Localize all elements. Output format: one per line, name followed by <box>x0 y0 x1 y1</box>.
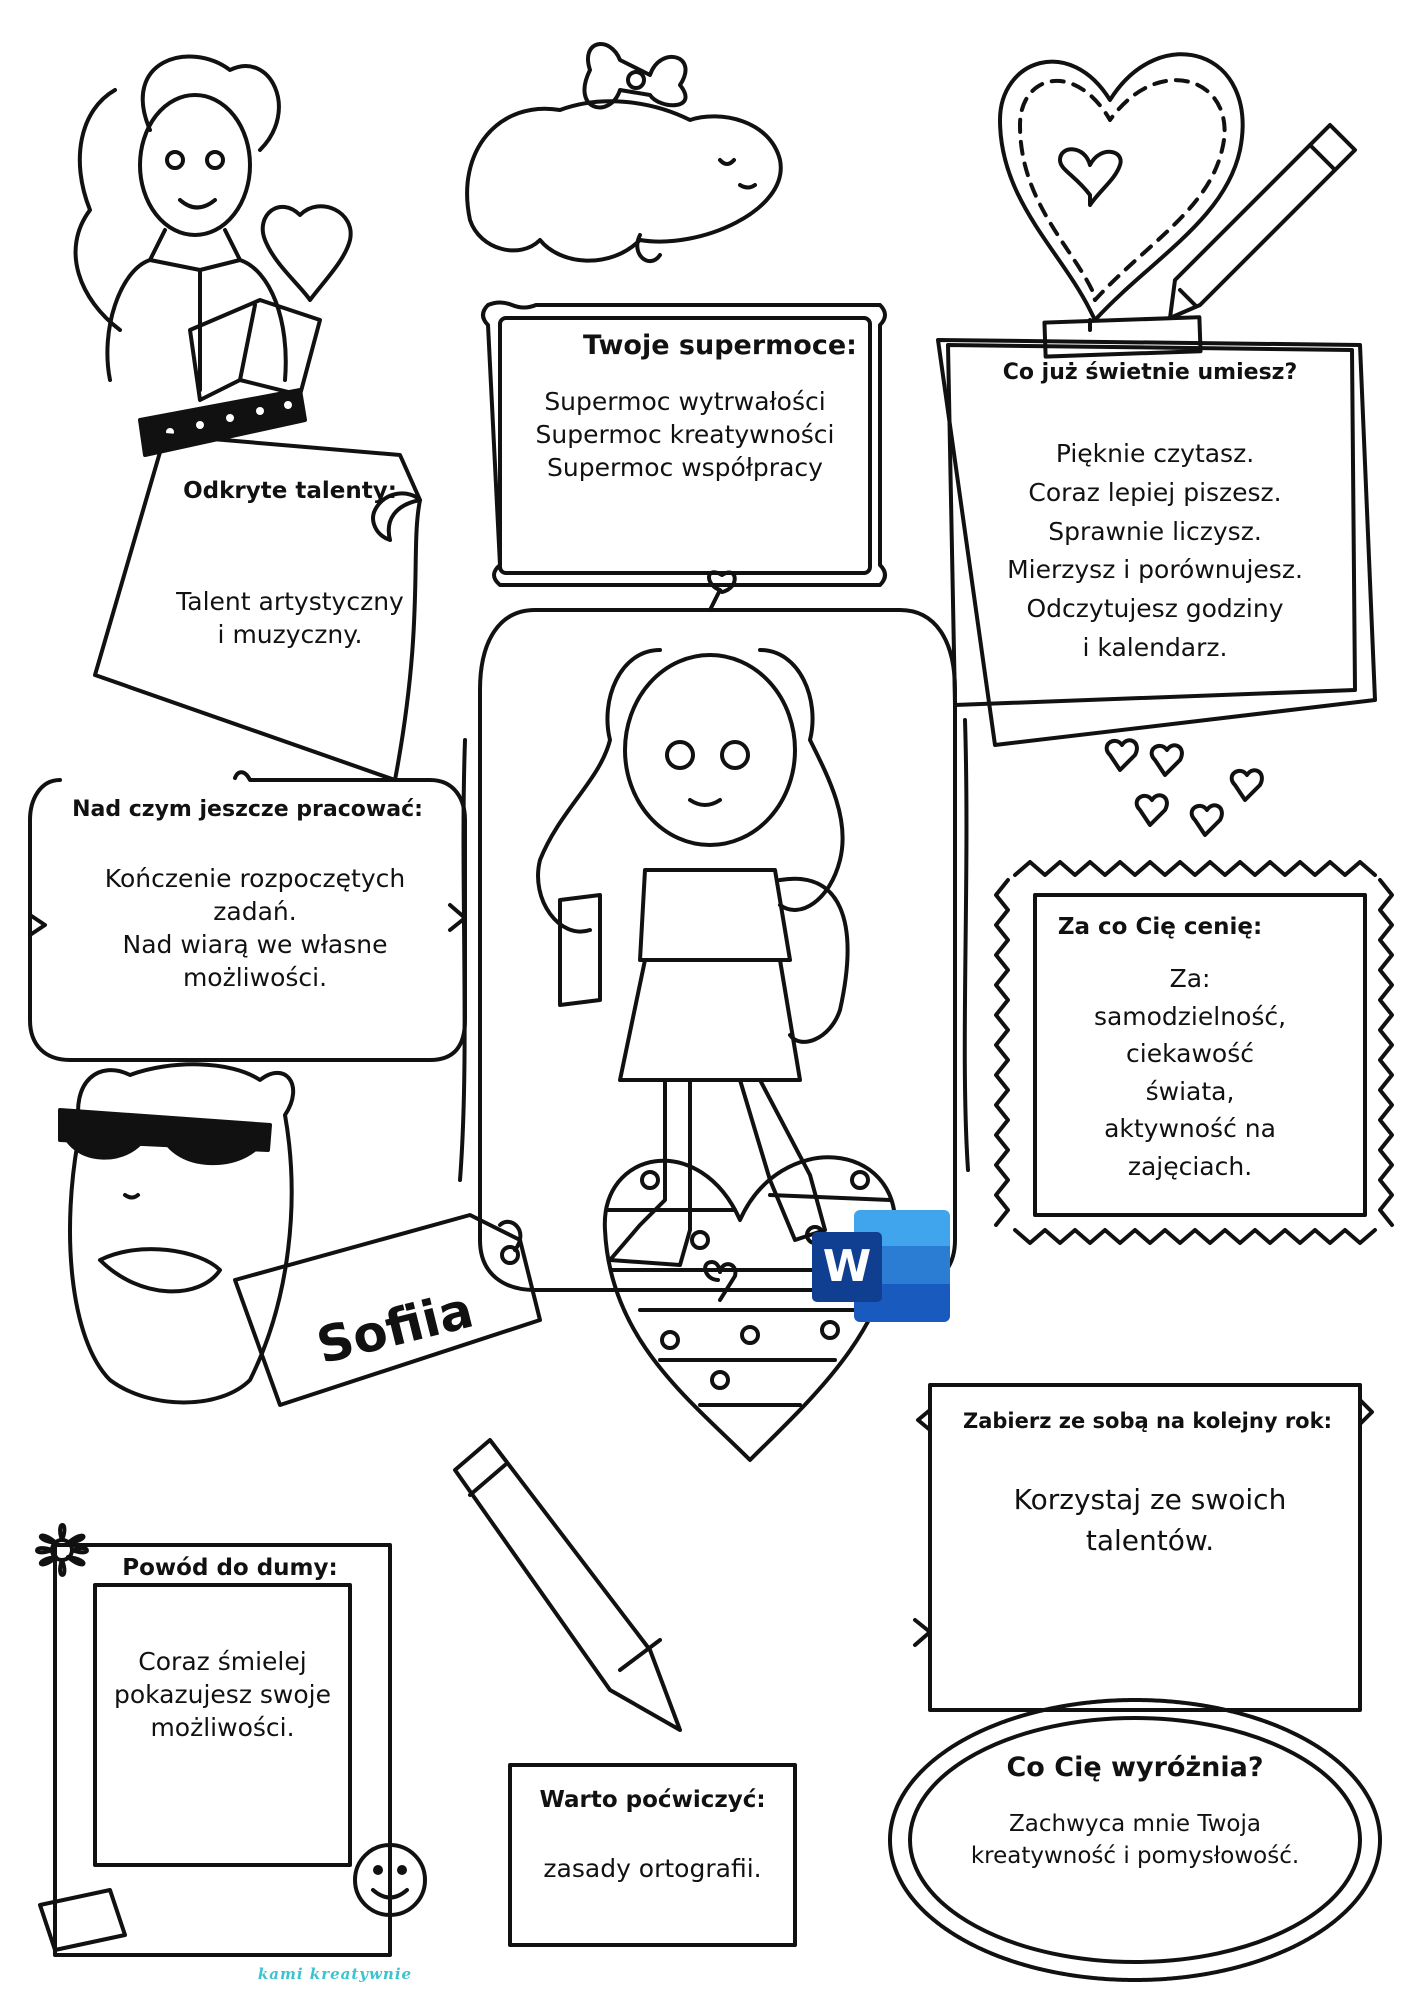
supermoce-item: Supermoc wytrwałości <box>544 387 826 416</box>
duma-line: możliwości. <box>150 1713 295 1742</box>
zabierz-title: Zabierz ze sobą na kolejny rok: <box>963 1409 1332 1433</box>
supermoce-item: Supermoc kreatywności <box>535 420 835 449</box>
duma-frame <box>40 1545 390 1955</box>
cenie-line: świata, <box>1145 1076 1235 1106</box>
cenie-line: aktywność na <box>1104 1114 1276 1143</box>
umiesz-item: Sprawnie liczysz. <box>1048 516 1262 546</box>
talenty-text <box>130 585 450 651</box>
center-frame <box>460 572 968 1300</box>
cenie-line: Za: <box>1169 964 1211 993</box>
umiesz-item: i kalendarz. <box>1082 632 1228 662</box>
watermark: kami kreatywnie <box>257 1965 413 1983</box>
talenty-line: i muzyczny. <box>217 620 363 649</box>
flower-icon <box>37 1525 87 1575</box>
word-icon <box>812 1210 950 1322</box>
girl-backpack-illustration <box>538 650 847 1265</box>
capybara-sunglasses-illustration <box>60 1064 293 1402</box>
wyroznia-text <box>910 1808 1360 1872</box>
zabierz-line: talentów. <box>1085 1523 1215 1557</box>
umiesz-item: Odczytujesz godziny <box>1026 594 1284 623</box>
wyroznia-line: Zachwyca mnie Twoja <box>1009 1811 1261 1837</box>
pocwiczyc-title: Warto poćwiczyć: <box>539 1787 766 1813</box>
pencil-illustration <box>455 1440 680 1730</box>
pocwiczyc-text <box>515 1852 790 1885</box>
heart-tag-illustration <box>1000 54 1243 356</box>
name-tag-text: Sofiia <box>311 1280 479 1376</box>
duma-line: pokazujesz swoje <box>113 1680 331 1709</box>
teacher-illustration <box>76 57 351 456</box>
duma-line: Coraz śmielej <box>138 1647 307 1676</box>
cenie-line: samodzielność, <box>1093 1001 1287 1031</box>
supermoce-title: Twoje supermoce: <box>583 330 857 361</box>
pracowac-line: Nad wiarą we własne <box>122 930 388 959</box>
umiesz-title: Co już świetnie umiesz? <box>1002 360 1298 385</box>
pracowac-text <box>55 862 455 994</box>
umiesz-item: Coraz lepiej piszesz. <box>1028 477 1282 507</box>
cenie-line: zajęciach. <box>1127 1151 1253 1181</box>
cenie-line: ciekawość <box>1126 1039 1254 1068</box>
supermoce-item: Supermoc współpracy <box>547 453 823 482</box>
cenie-title: Za co Cię cenię: <box>1057 914 1263 940</box>
capybara-bow-illustration <box>467 44 781 261</box>
pocwiczyc-line: zasady ortografii. <box>543 1854 762 1883</box>
cenie-text <box>1060 960 1320 1185</box>
small-hearts-cluster <box>1107 740 1262 835</box>
talenty-title: Odkryte talenty: <box>183 478 397 504</box>
duma-text <box>95 1645 350 1744</box>
wyroznia-line: kreatywność i pomysłowość. <box>970 1843 1300 1870</box>
word-icon-badge: W <box>812 1232 882 1302</box>
zabierz-line: Korzystaj ze swoich <box>1013 1483 1287 1516</box>
talenty-line: Talent artystyczny <box>176 587 404 616</box>
umiesz-item: Pięknie czytasz. <box>1055 439 1255 468</box>
wyroznia-title: Co Cię wyróżnia? <box>1006 1752 1264 1783</box>
pracowac-line: Kończenie rozpoczętych <box>104 864 406 893</box>
zabierz-text <box>950 1480 1350 1561</box>
pracowac-line: zadań. <box>213 897 297 926</box>
pracowac-title: Nad czym jeszcze pracować: <box>72 797 423 822</box>
umiesz-item: Mierzysz i porównujesz. <box>1007 555 1303 585</box>
duma-title: Powód do dumy: <box>122 1555 338 1581</box>
umiesz-list <box>960 435 1350 668</box>
supermoce-list <box>505 385 865 484</box>
pracowac-line: możliwości. <box>182 963 328 992</box>
